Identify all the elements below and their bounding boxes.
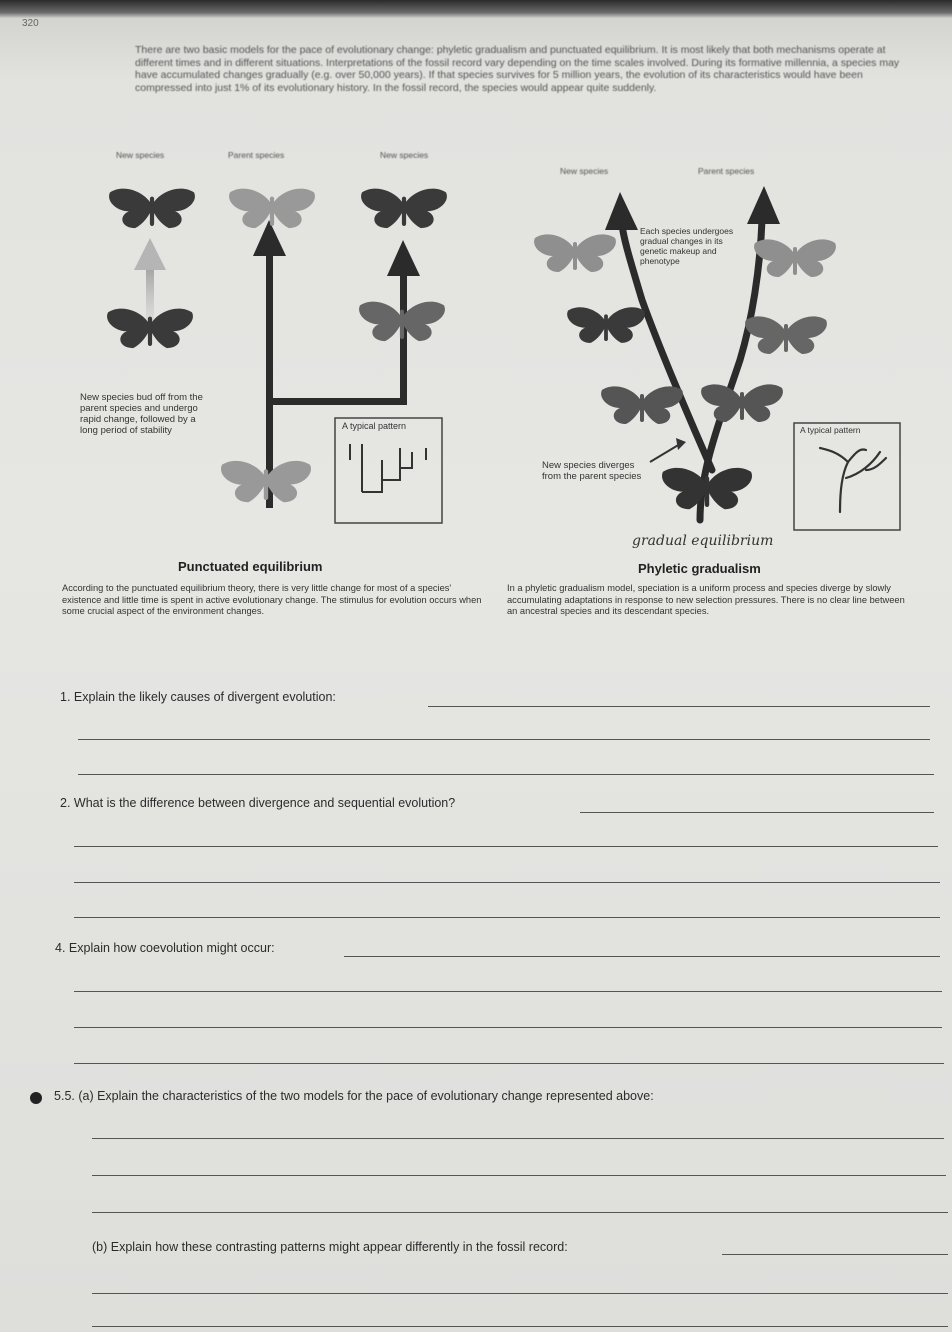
punctuated-title: Punctuated equilibrium — [178, 559, 323, 574]
punctuated-note: New species bud off from the parent species and undergo rapid change, followed by a long period of stability — [80, 392, 203, 436]
phyletic-right-arrowhead — [747, 186, 780, 224]
phyletic-note-bottom: New species diverges from the parent species — [542, 460, 642, 482]
answer-line[interactable] — [428, 706, 930, 707]
handwritten-annotation: gradual equilibrium — [632, 533, 774, 549]
question-5b: (b) Explain how these contrasting patterns might appear differently in the fossil record: — [92, 1240, 568, 1254]
phyletic-pattern-box — [794, 423, 900, 530]
phyletic-note-top: Each species undergoes gradual changes in its genetic makeup and phenotype — [640, 226, 734, 266]
branch-horizontal — [266, 398, 406, 405]
phyletic-title: Phyletic gradualism — [638, 561, 761, 576]
label-phyletic-parent-species: Parent species — [698, 166, 755, 176]
question-2: 2. What is the difference between divergence and sequential evolution? — [60, 796, 456, 810]
answer-line[interactable] — [92, 1175, 946, 1176]
answer-line[interactable] — [92, 1326, 948, 1327]
answer-line[interactable] — [74, 917, 940, 918]
butterfly-phyletic-top-right — [754, 239, 836, 277]
punctuated-pattern-icon — [350, 444, 426, 492]
answer-line[interactable] — [74, 1027, 942, 1028]
answer-line[interactable] — [78, 774, 934, 775]
butterfly-phyletic-lower-right — [701, 384, 783, 422]
label-new-species-right: New species — [380, 150, 429, 160]
label-new-species-left: New species — [116, 150, 165, 160]
answer-line[interactable] — [92, 1138, 944, 1139]
answer-line[interactable] — [74, 846, 938, 847]
punctuated-description: According to the punctuated equilibrium theory, there is very little change for most of a species' existence and little time is spent in active evolutionary change. The stimulus for evolution occurs when some crucial aspect of the environment changes. — [62, 583, 482, 616]
butterfly-phyletic-mid-right — [745, 316, 827, 354]
answer-line[interactable] — [580, 812, 934, 813]
diverge-pointer — [650, 444, 680, 462]
intro-paragraph: There are two basic models for the pace of evolutionary change: phyletic gradualism and punctuated equilibrium. It is most likely that both mechanisms operate at different times and in different situations. Interpretations of the fossil record vary depending on the time scales involved. During its formative millennia, a species may have accumulated changes gradually (e.g. over 50,000 years). If that species survives for 5 million years, the evolution of its characteristics would have been compressed into just 1% of its evolutionary history. In the fossil record, the species would appear quite suddenly. — [135, 44, 900, 94]
punctuated-box-label: A typical pattern — [342, 421, 407, 431]
butterfly-new-left-top — [109, 189, 195, 228]
label-parent-species: Parent species — [228, 150, 285, 160]
answer-line[interactable] — [92, 1293, 948, 1294]
butterfly-new-right-top — [361, 189, 447, 228]
faded-arrowhead — [134, 238, 166, 270]
answer-line[interactable] — [74, 882, 940, 883]
phyletic-left-arrowhead — [605, 192, 638, 230]
phyletic-description: In a phyletic gradualism model, speciation is a uniform process and species diverge by slowly accumulating adaptations in response to new selection pressures. There is no clear line between an ancestral species and its descendant species. — [507, 583, 905, 616]
butterfly-parent-top — [229, 189, 315, 228]
answer-line[interactable] — [344, 956, 940, 957]
answer-line[interactable] — [92, 1212, 948, 1213]
label-phyletic-new-species: New species — [560, 166, 609, 176]
faded-arrow — [146, 266, 154, 322]
answer-line[interactable] — [74, 1063, 944, 1064]
parent-lineage-line — [266, 250, 273, 508]
phyletic-box-label: A typical pattern — [800, 425, 861, 435]
answer-line[interactable] — [722, 1254, 948, 1255]
answer-line[interactable] — [74, 991, 942, 992]
answer-line[interactable] — [78, 739, 930, 740]
butterfly-phyletic-mid-left — [567, 307, 645, 343]
phyletic-pattern-icon — [820, 448, 886, 512]
evolution-diagrams — [0, 0, 952, 560]
page-number: 320 — [22, 18, 39, 29]
butterfly-phyletic-top-left — [534, 234, 616, 272]
question-1: 1. Explain the likely causes of divergent evolution: — [60, 690, 336, 704]
butterfly-phyletic-lower-left — [601, 386, 683, 424]
question-5a: 5.5. (a) Explain the characteristics of the two models for the pace of evolutionary change represented above: — [54, 1089, 654, 1103]
punctuated-pattern-box — [335, 418, 442, 523]
bullet-marker — [30, 1092, 42, 1104]
question-4: 4. Explain how coevolution might occur: — [55, 941, 275, 955]
branch-arrowhead — [387, 240, 420, 276]
